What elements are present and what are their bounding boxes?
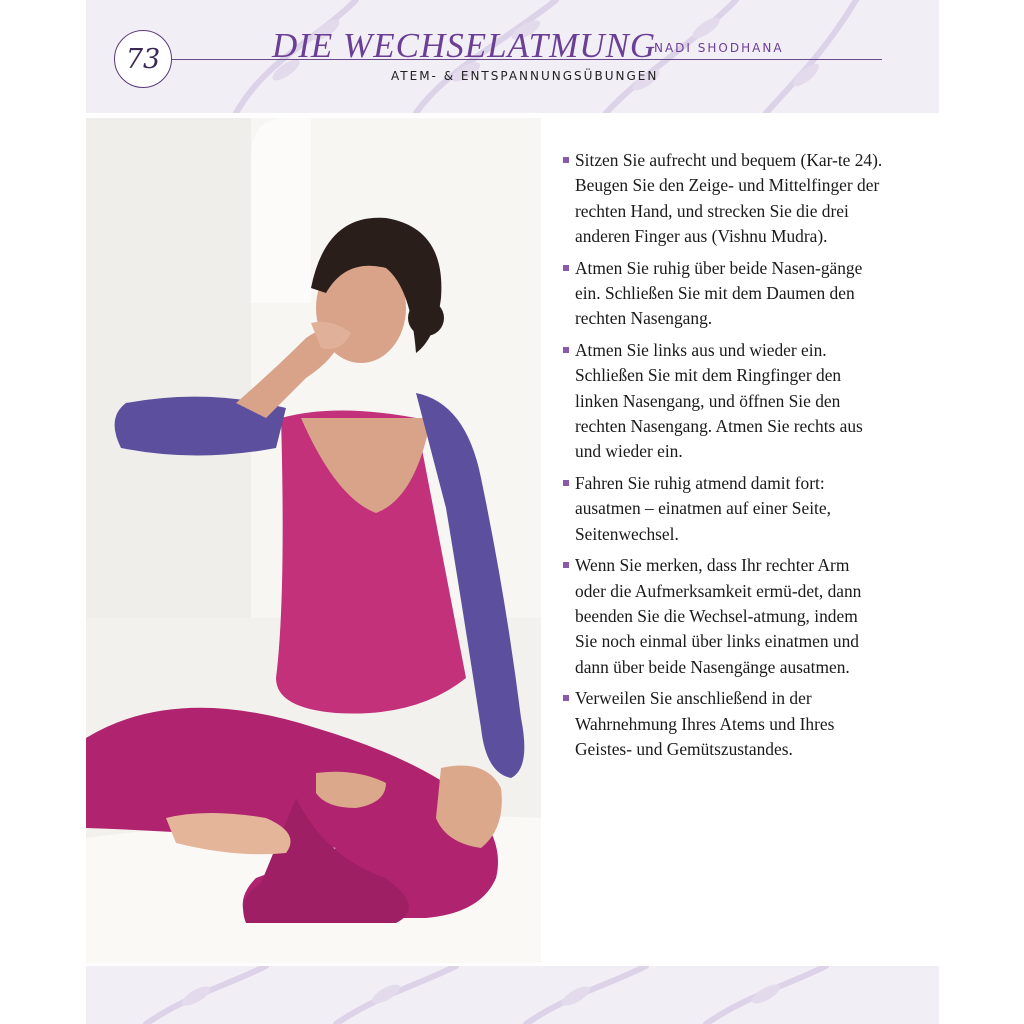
bullet-square-icon — [563, 695, 569, 701]
bullet-square-icon — [563, 562, 569, 568]
step-text: Atmen Sie links aus und wieder ein. Schließen Sie mit dem Ringfinger den linken Nasengang, und öffnen Sie den rechten Nasengang. Atmen Sie rechts aus und wieder ein. — [575, 339, 863, 462]
bullet-square-icon — [563, 480, 569, 486]
list-item — [563, 148, 883, 250]
list-item — [563, 686, 883, 762]
category-label: ATEM- & ENTSPANNUNGSÜBUNGEN — [391, 69, 659, 83]
bullet-square-icon — [563, 265, 569, 271]
step-text: Sitzen Sie aufrecht und bequem (Kar-te 24). Beugen Sie den Zeige- und Mittelfinger der rechten Hand, und strecken Sie die drei anderen Finger aus (Vishnu Mudra). — [575, 150, 883, 247]
page-subtitle: NADI SHODHANA — [654, 41, 784, 55]
exercise-photo — [86, 118, 541, 963]
list-item — [563, 338, 883, 465]
list-item — [563, 553, 883, 680]
instructions — [563, 148, 883, 768]
floral-ornament — [86, 966, 939, 1024]
step-text: Wenn Sie merken, dass Ihr rechter Arm oder die Aufmerksamkeit ermü-det, dann beenden Sie die Wechsel-atmung, indem Sie noch einmal über links einatmen und dann über beide Nasengänge ausatmen. — [575, 555, 862, 677]
card-header — [86, 0, 939, 113]
bullet-square-icon — [563, 157, 569, 163]
list-item — [563, 256, 883, 332]
step-text: Atmen Sie ruhig über beide Nasen-gänge ein. Schließen Sie mit dem Daumen den rechten Nasengang. — [575, 257, 863, 329]
step-text: Fahren Sie ruhig atmend damit fort: ausatmen – einatmen auf einer Seite, Seitenwechsel. — [575, 472, 831, 544]
exercise-card — [86, 0, 939, 1024]
page-title: DIE WECHSELATMUNG — [272, 26, 657, 65]
step-text: Verweilen Sie anschließend in der Wahrnehmung Ihres Atems und Ihres Geistes- und Gemütszustandes. — [575, 688, 835, 759]
card-footer — [86, 966, 939, 1024]
list-item — [563, 471, 883, 547]
step-list — [563, 148, 883, 762]
woman-alternate-nostril-breathing-illustration — [86, 118, 541, 963]
bullet-square-icon — [563, 347, 569, 353]
card-number: 73 — [114, 30, 172, 88]
